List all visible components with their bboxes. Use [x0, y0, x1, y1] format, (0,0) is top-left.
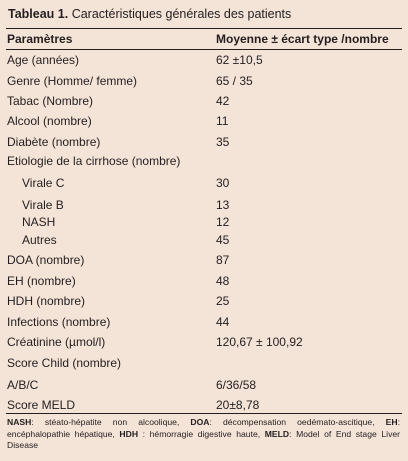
row-parameter: DOA (nombre) [7, 253, 85, 267]
row-parameter: HDH (nombre) [7, 294, 86, 308]
table-footnote [7, 417, 400, 452]
table-row [0, 213, 408, 231]
footnote-definition: : décompensation oedémato-ascitique, [209, 417, 386, 427]
row-value: 120,67 ± 100,92 [216, 335, 303, 349]
row-parameter: Créatinine (µmol/l) [7, 335, 106, 349]
row-parameter: Score Child (nombre) [7, 356, 122, 370]
row-parameter: Diabète (nombre) [7, 135, 101, 149]
table-row [0, 174, 408, 192]
table-row [0, 272, 408, 290]
row-value: 65 / 35 [216, 74, 253, 88]
row-parameter: A/B/C [7, 378, 39, 392]
table-row [0, 133, 408, 151]
table-row [0, 354, 408, 372]
table-row [0, 152, 408, 170]
footnote-abbr: NASH [7, 417, 32, 427]
row-parameter: Tabac (Nombre) [7, 94, 94, 108]
row-parameter: EH (nombre) [7, 274, 76, 288]
row-parameter: Virale C [22, 176, 65, 190]
table-row [0, 196, 408, 214]
row-value: 48 [216, 274, 230, 288]
table-row [0, 92, 408, 110]
footnote-definition: : Model of End stage Liver Disease [7, 428, 401, 450]
footnote-abbr: MELD [264, 428, 290, 439]
footnote-abbr: DOA [190, 417, 210, 427]
table-caption: Caractéristiques générales des patients [71, 7, 292, 21]
table-row [0, 333, 408, 351]
table-row [0, 51, 408, 69]
row-value: 12 [216, 215, 230, 229]
row-value: 44 [216, 315, 230, 329]
row-value: 62 ±10,5 [216, 53, 263, 67]
header-parametres: Paramètres [7, 32, 73, 46]
row-value: 6/36/58 [216, 378, 257, 392]
row-value: 35 [216, 135, 230, 149]
row-parameter: Autres [22, 233, 57, 247]
footnote-abbr: EH [385, 417, 398, 427]
row-value: 30 [216, 176, 230, 190]
table-title [8, 6, 291, 22]
table-row [0, 292, 408, 310]
footnote-definition: : hémorragie digestive haute, [138, 428, 265, 439]
table-header [0, 30, 408, 48]
table-row [0, 396, 408, 414]
footnote-definition: : stéato-hépatite non alcoolique, [31, 417, 191, 427]
table-row [0, 376, 408, 394]
row-value: 11 [216, 114, 229, 128]
footnote-abbr: HDH [119, 428, 139, 439]
top-rule [6, 28, 402, 29]
table-row [0, 112, 408, 130]
row-parameter: Score MELD [7, 398, 76, 412]
header-moyenne: Moyenne ± écart type /nombre [216, 32, 389, 46]
row-value: 87 [216, 253, 230, 267]
row-value: 45 [216, 233, 230, 247]
row-parameter: NASH [22, 215, 56, 229]
table-row [0, 231, 408, 249]
footnote-definition: : encéphalopathie hépatique, [7, 417, 400, 439]
row-parameter: Alcool (nombre) [7, 114, 92, 128]
row-parameter: Virale B [22, 198, 64, 212]
row-value: 25 [216, 294, 230, 308]
row-value: 20±8,78 [216, 398, 260, 412]
bottom-rule [6, 413, 402, 414]
row-value: 42 [216, 94, 230, 108]
row-parameter: Infections (nombre) [7, 315, 111, 329]
row-value: 13 [216, 198, 230, 212]
table-row [0, 72, 408, 90]
row-parameter: Genre (Homme/ femme) [7, 74, 138, 88]
table-number: Tableau 1. [8, 7, 69, 21]
row-parameter: Age (années) [7, 53, 80, 67]
table-row [0, 251, 408, 269]
table-row [0, 313, 408, 331]
row-parameter: Etiologie de la cirrhose (nombre) [7, 154, 181, 168]
header-rule [6, 49, 402, 50]
